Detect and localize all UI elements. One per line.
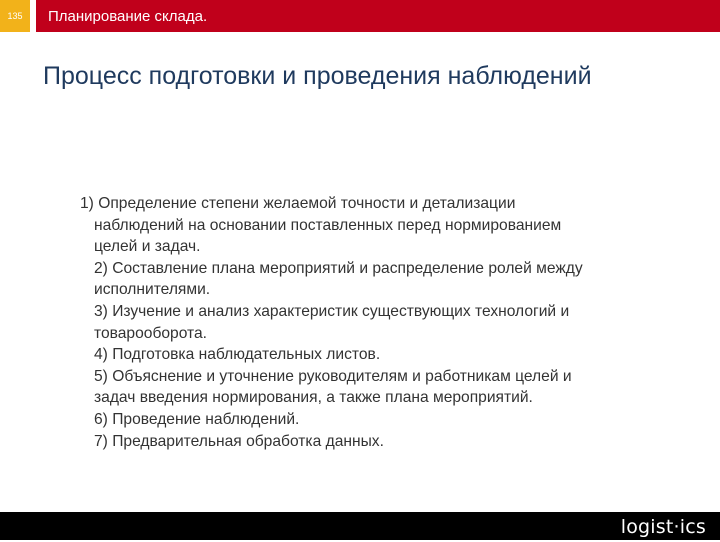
badge-divider [30, 0, 36, 32]
list-item: 4) Подготовка наблюдательных листов. [94, 346, 381, 364]
header-bar [0, 0, 720, 32]
process-steps-list [80, 193, 680, 452]
list-item: 3) Изучение и анализ характеристик существующих технологий и [94, 302, 570, 320]
page-number-badge: 135 [0, 0, 30, 32]
list-item: 5) Объяснение и уточнение руководителям и работникам целей и [94, 367, 572, 385]
list-item: задач введения нормирования, а также плана мероприятий. [94, 389, 533, 407]
footer-bar [0, 512, 720, 540]
list-item: товарооборота. [94, 324, 208, 342]
list-item: 1) Определение степени желаемой точности и детализации [80, 195, 516, 212]
header-title: Планирование склада. [48, 8, 208, 25]
logistics-logo: logist·ics [620, 516, 706, 538]
list-item: 6) Проведение наблюдений. [94, 410, 300, 428]
slide-title: Процесс подготовки и проведения наблюдений [43, 62, 592, 90]
list-item: целей и задач. [94, 238, 201, 256]
list-item: наблюдений на основании поставленных перед нормированием [94, 216, 562, 234]
list-item: 7) Предварительная обработка данных. [94, 432, 384, 450]
list-item: исполнителями. [94, 281, 211, 299]
list-item: 2) Составление плана мероприятий и распределение ролей между [94, 259, 583, 277]
